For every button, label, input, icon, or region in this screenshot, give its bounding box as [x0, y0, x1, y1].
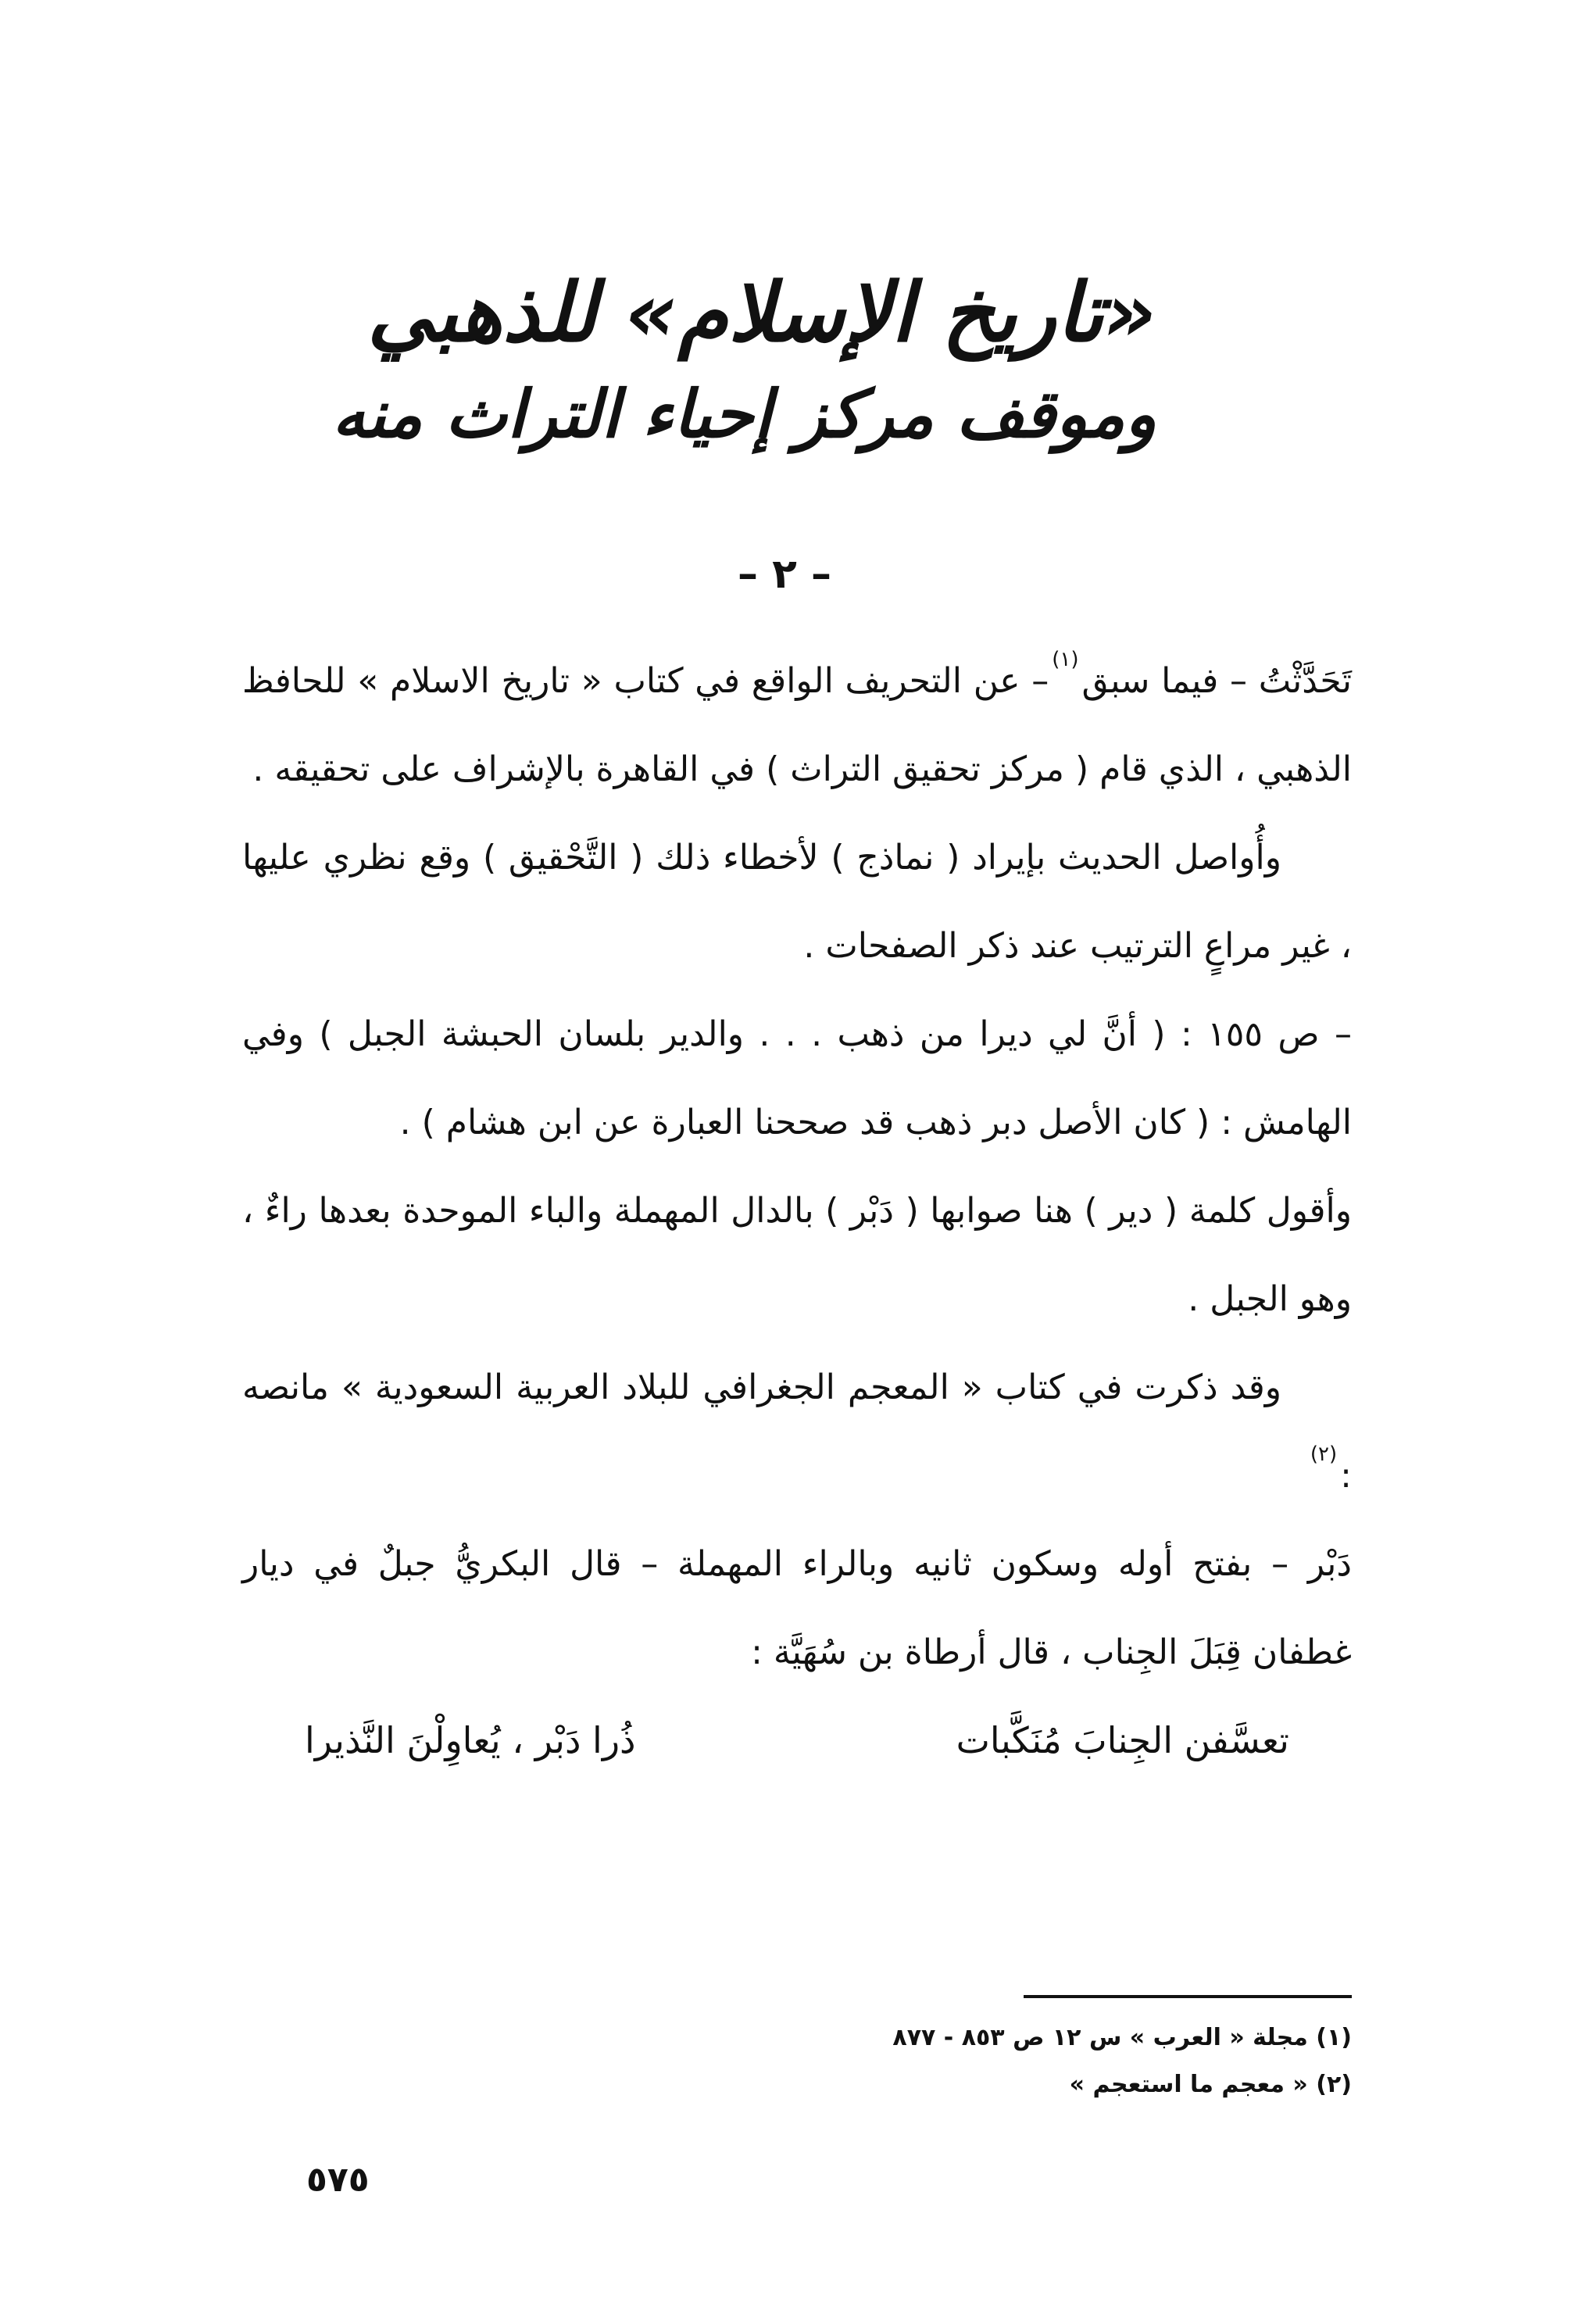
article-title: [332, 258, 1156, 461]
paragraph-1-start: تَحَدَّثْتُ – فيما سبق: [1081, 661, 1352, 701]
paragraph-3: – ص ١٥٥ : ( أنَّ لي ديرا من ذهب . . . والدير بلسان الحبشة الجبل ) وفي الهامش : ( كان الأصل دبر ذهب قد صححنا العبارة عن ابن هشام ) .: [242, 1014, 1352, 1142]
title-line-1: «تاريخ الإسلام» للذهبي: [367, 265, 1156, 360]
paragraph-4: وأقول كلمة ( دير ) هنا صوابها ( دَبْر ) بالدال المهملة والباء الموحدة بعدها راءٌ ، وهو الجبل .: [242, 1191, 1352, 1319]
footnote-1: (١) مجلة « العرب » س ١٢ ص ٨٥٣ - ٨٧٧: [892, 2024, 1352, 2051]
paragraph-1-rest: – عن التحريف الواقع في كتاب « تاريخ الاسلام » للحافظ الذهبي ، الذي قام ( مركز تحقيق التراث ) في القاهرة بالإشراف على تحقيقه .: [242, 661, 1352, 789]
poem-hemistich-2: ذُرا دَبْر ، يُعاوِلْنَ النَّذيرا: [305, 1719, 636, 1761]
footnote-2: (٢) « معجم ما استعجم »: [1069, 2071, 1352, 2098]
poem-hemistich-1: تعسَّفن الجِنابَ مُنَكَّبات: [956, 1719, 1289, 1761]
footnote-ref-2: (٢): [1310, 1443, 1338, 1466]
footnote-divider: [1024, 1995, 1352, 1998]
paragraph-5: [242, 1343, 1352, 1520]
body-text: [242, 637, 1352, 1785]
footnotes: [727, 2015, 1352, 2108]
poem-verse: [242, 1697, 1352, 1785]
paragraph-5-text: وقد ذكرت في كتاب « المعجم الجغرافي للبلاد العربية السعودية » مانصه :: [242, 1368, 1352, 1496]
footnote-ref-1: (١): [1052, 648, 1079, 671]
paragraph-1: [242, 637, 1352, 813]
section-number: – ٢ –: [738, 551, 831, 598]
paragraph-2: وأُواصل الحديث بإيراد ( نماذج ) لأخطاء ذلك ( التَّحْقيق ) وقع نظري عليها ، غير مراعٍ الترتيب عند ذكر الصفحات .: [242, 838, 1352, 966]
paragraph-6: دَبْر – بفتح أوله وسكون ثانيه وبالراء المهملة – قال البكريُّ جبلٌ في ديار غطفان قِبَلَ الجِناب ، قال أرطاة بن سُهَيَّة :: [242, 1544, 1352, 1672]
title-line-2: وموقف مركز إحياء التراث منه: [332, 376, 1156, 452]
page-number: ٥٧٥: [306, 2160, 370, 2200]
